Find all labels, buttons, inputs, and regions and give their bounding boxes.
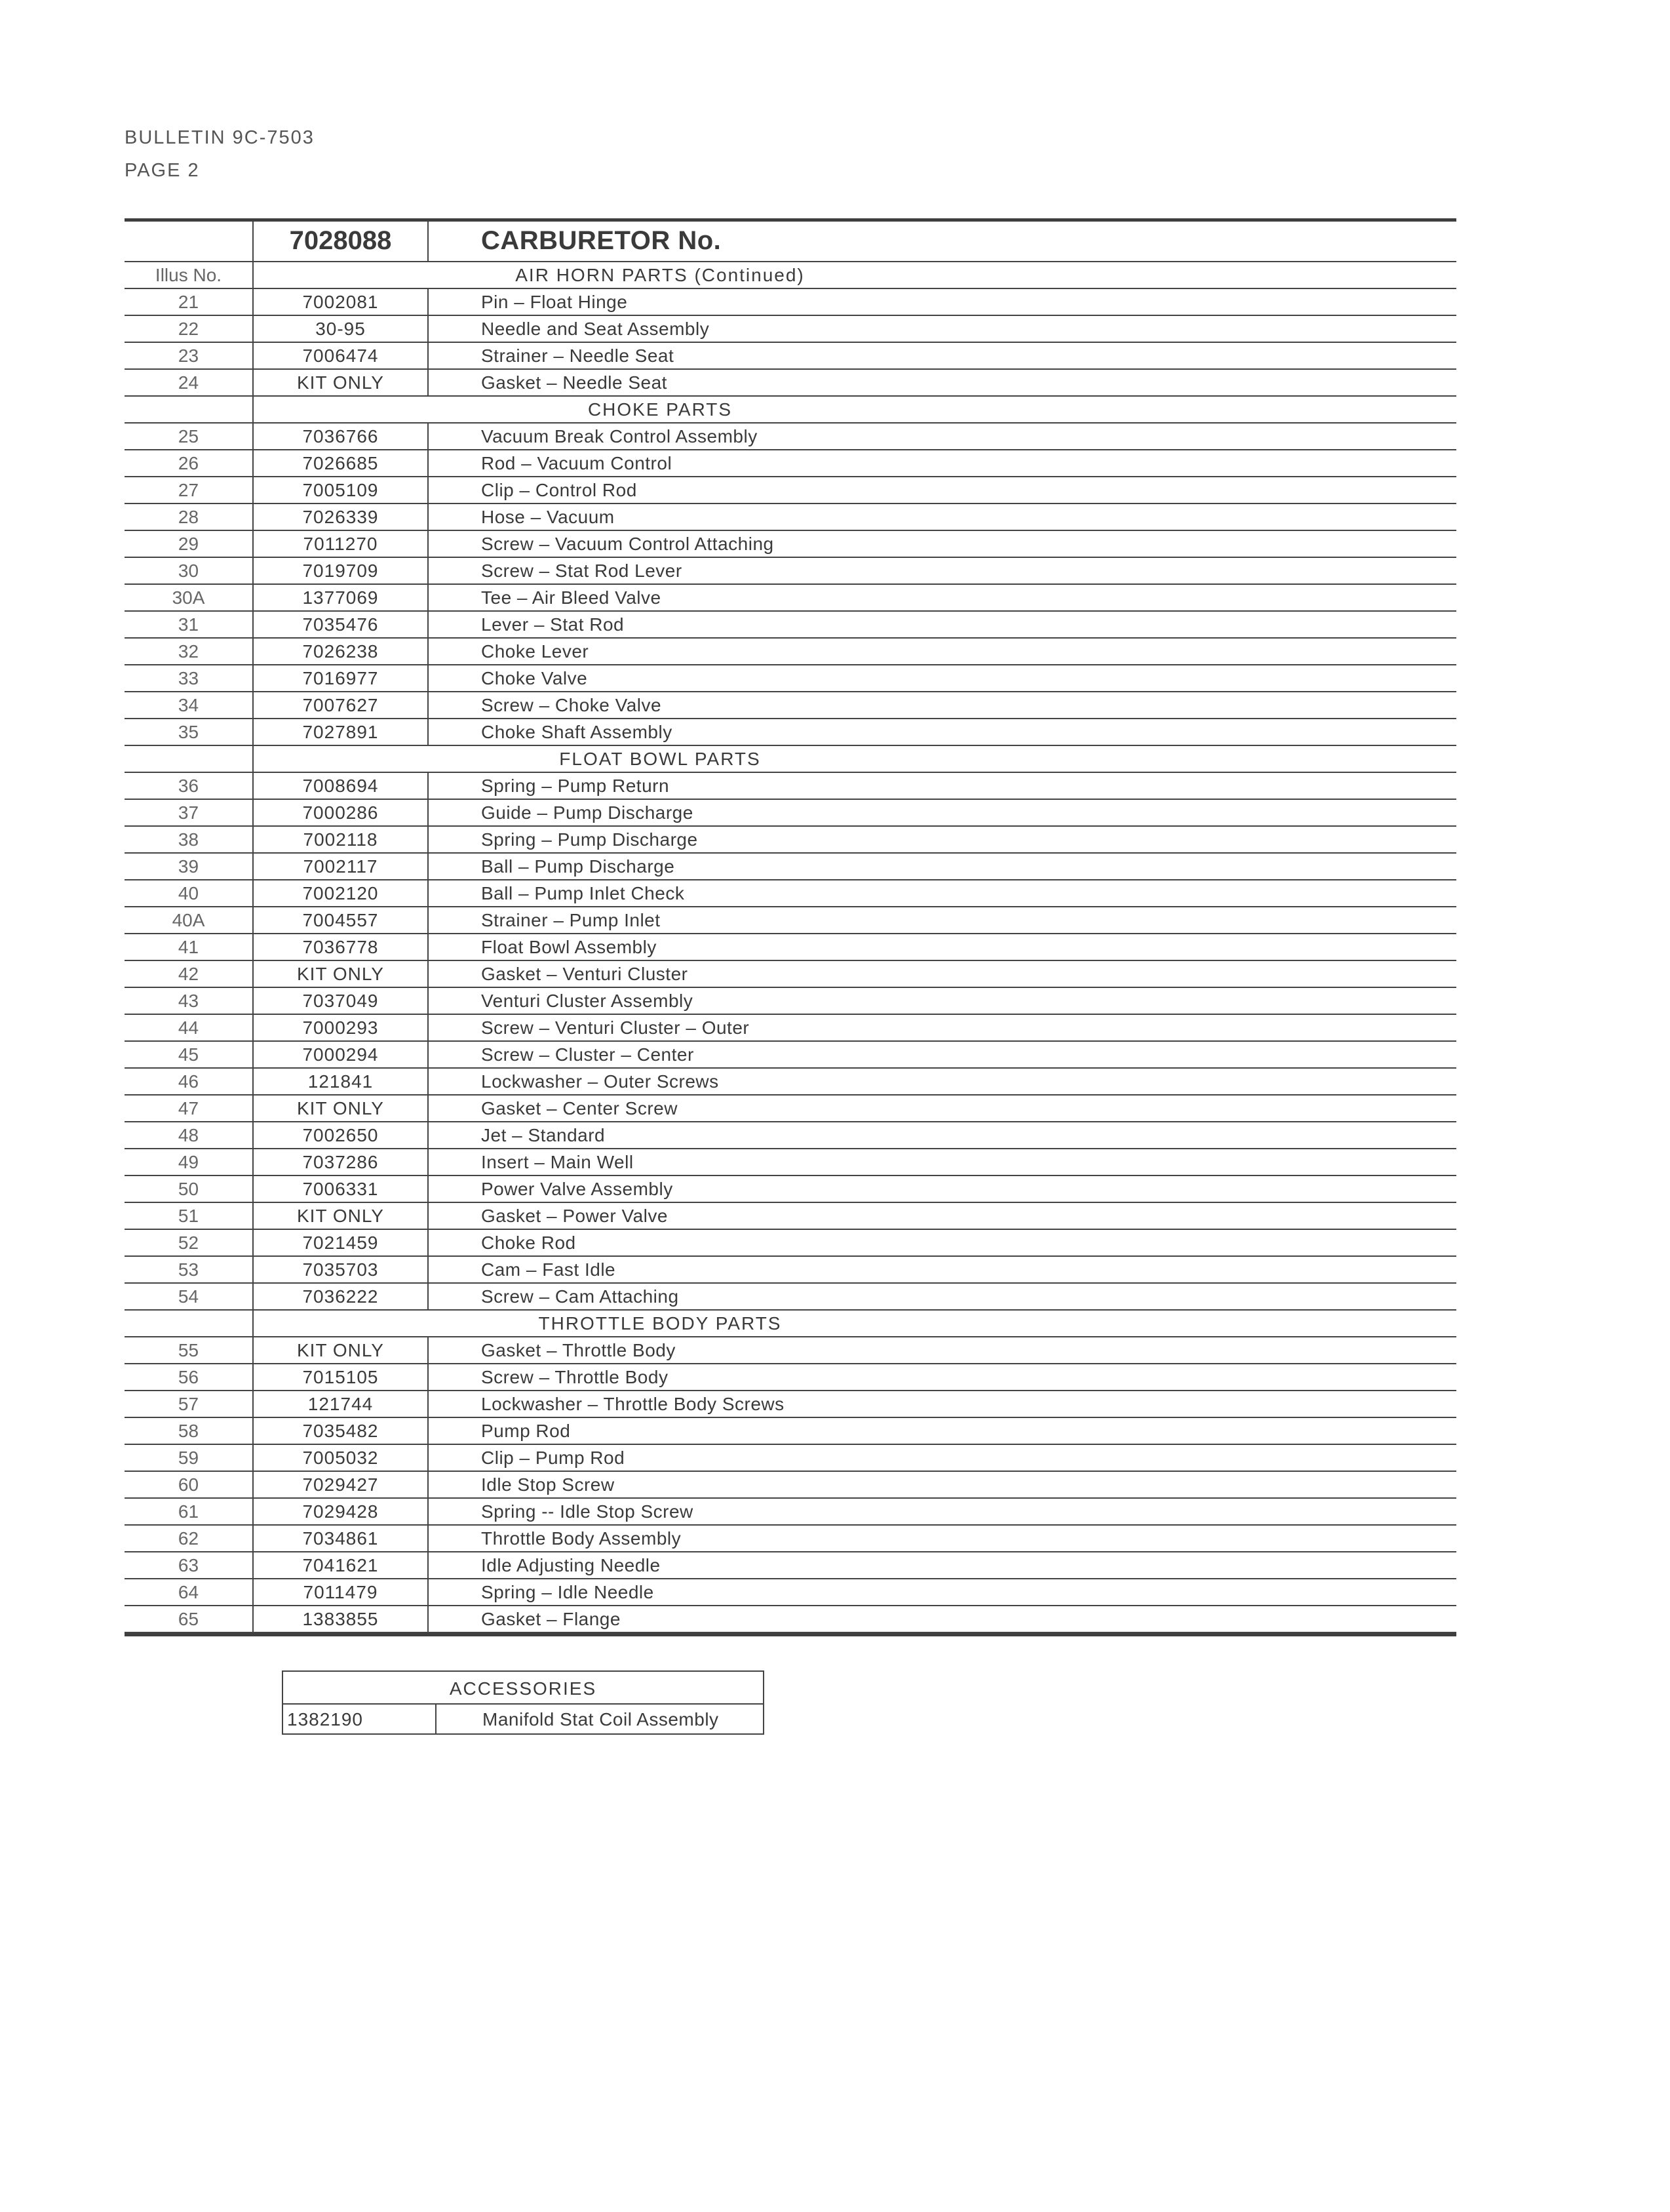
illus-number: 24 [178, 372, 199, 393]
table-row [125, 665, 1456, 692]
table-row [125, 827, 1456, 854]
table-row [125, 1122, 1456, 1149]
illus-number: 40 [178, 883, 199, 903]
table-row [125, 1364, 1456, 1391]
illus-number: 35 [178, 722, 199, 742]
illus-number: 30A [172, 587, 205, 608]
illus-number: 56 [178, 1367, 199, 1387]
part-number: 7007627 [302, 695, 379, 715]
accessory-part-number: 1382190 [287, 1709, 364, 1729]
illus-number: 61 [178, 1501, 199, 1522]
illus-number: 29 [178, 534, 199, 554]
part-number: 7029427 [302, 1474, 379, 1495]
table-row [125, 934, 1456, 961]
part-description: Tee – Air Bleed Valve [481, 587, 661, 608]
illus-number: 54 [178, 1286, 199, 1307]
part-number: KIT ONLY [296, 1340, 384, 1360]
part-description: Needle and Seat Assembly [481, 319, 710, 339]
table-row [125, 585, 1456, 612]
illus-number: 39 [178, 856, 199, 877]
part-number: 7019709 [302, 561, 379, 581]
part-description: Gasket – Flange [481, 1609, 621, 1629]
part-number: 7006474 [302, 346, 379, 366]
illus-number: 55 [178, 1340, 199, 1360]
table-row [125, 343, 1456, 370]
part-number: 7029428 [302, 1501, 379, 1522]
part-number: 7036222 [302, 1286, 379, 1307]
illus-number: 36 [178, 776, 199, 796]
table-row [125, 477, 1456, 504]
part-description: Choke Shaft Assembly [481, 722, 672, 742]
table-row [125, 800, 1456, 827]
illus-number: 38 [178, 829, 199, 850]
accessories-box [282, 1670, 764, 1735]
section-illus-cell [125, 397, 252, 422]
illus-number: 31 [178, 614, 199, 635]
carburetor-label: CARBURETOR No. [481, 226, 722, 255]
table-body [125, 262, 1456, 1633]
part-number: 7035482 [302, 1421, 379, 1441]
part-description: Power Valve Assembly [481, 1179, 673, 1199]
table-row [125, 370, 1456, 397]
table-row [125, 1042, 1456, 1069]
table-row [125, 719, 1456, 746]
part-number: 7011270 [303, 534, 378, 554]
part-description: Choke Rod [481, 1233, 576, 1253]
illus-number: 48 [178, 1125, 199, 1145]
bulletin-number: BULLETIN 9C-7503 [125, 127, 315, 148]
part-number: 7002117 [303, 856, 378, 877]
illus-number: 42 [178, 964, 199, 984]
part-description: Screw – Throttle Body [481, 1367, 669, 1387]
section-title: FLOAT BOWL PARTS [559, 749, 761, 769]
section-header-row [125, 397, 1456, 424]
part-number: 7008694 [302, 776, 379, 796]
part-description: Clip – Control Rod [481, 480, 637, 500]
section-header-row [125, 746, 1456, 773]
part-description: Venturi Cluster Assembly [481, 991, 693, 1011]
part-description: Gasket – Power Valve [481, 1206, 668, 1226]
part-number: 7037286 [302, 1152, 379, 1172]
part-description: Screw – Cluster – Center [481, 1044, 694, 1065]
part-description: Spring – Pump Discharge [481, 829, 698, 850]
section-title: THROTTLE BODY PARTS [538, 1313, 782, 1333]
illus-number: 50 [178, 1179, 199, 1199]
table-row [125, 1284, 1456, 1311]
illus-number: 40A [172, 910, 205, 930]
part-description: Gasket – Center Screw [481, 1098, 678, 1118]
table-row [125, 988, 1456, 1015]
illus-number: 64 [178, 1582, 199, 1602]
illus-number: 41 [178, 937, 199, 957]
part-number: KIT ONLY [296, 1206, 384, 1226]
part-number: 7002081 [302, 292, 379, 312]
part-number: KIT ONLY [296, 964, 384, 984]
part-number: KIT ONLY [296, 372, 384, 393]
part-number: 30-95 [315, 319, 366, 339]
part-number: 7026339 [302, 507, 379, 527]
illus-number: 57 [178, 1394, 199, 1414]
part-description: Jet – Standard [481, 1125, 606, 1145]
part-number: 121744 [307, 1394, 374, 1414]
illus-number: 46 [178, 1071, 199, 1092]
accessory-description: Manifold Stat Coil Assembly [435, 1705, 763, 1733]
table-row [125, 504, 1456, 531]
part-number: 1377069 [302, 587, 379, 608]
part-number: 7015105 [302, 1367, 379, 1387]
table-row [125, 1391, 1456, 1418]
illus-number: 49 [178, 1152, 199, 1172]
section-header-row [125, 1311, 1456, 1337]
illus-number: 43 [178, 991, 199, 1011]
table-row [125, 1579, 1456, 1606]
table-row [125, 1069, 1456, 1096]
illus-number: 51 [178, 1206, 199, 1226]
part-description: Gasket – Needle Seat [481, 372, 667, 393]
part-number: 7021459 [302, 1233, 379, 1253]
illus-number: 52 [178, 1233, 199, 1253]
table-row [125, 1606, 1456, 1633]
part-number: 7006331 [302, 1179, 379, 1199]
part-number: 7000286 [302, 802, 379, 823]
table-row [125, 854, 1456, 880]
page-number: PAGE 2 [125, 160, 200, 181]
table-row [125, 880, 1456, 907]
table-row [125, 1472, 1456, 1499]
table-row [125, 1096, 1456, 1122]
illus-number: 58 [178, 1421, 199, 1441]
part-number: 7000294 [302, 1044, 379, 1065]
illus-number: 33 [178, 668, 199, 688]
part-description: Rod – Vacuum Control [481, 453, 672, 473]
section-illus-cell [125, 746, 252, 772]
part-number: 7036778 [302, 937, 379, 957]
illus-number: 65 [178, 1609, 199, 1629]
part-description: Lever – Stat Rod [481, 614, 625, 635]
table-row [125, 289, 1456, 316]
illus-number: 53 [178, 1259, 199, 1280]
table-header-row [125, 222, 1456, 262]
illus-number: 25 [178, 426, 199, 446]
header-illus-blank [125, 222, 252, 261]
table-row [125, 1257, 1456, 1284]
part-number: 7034861 [302, 1528, 379, 1549]
table-row [125, 1418, 1456, 1445]
illus-number: 21 [178, 292, 199, 312]
part-number: 7026238 [302, 641, 379, 662]
table-row [125, 1526, 1456, 1552]
section-illus-cell [125, 1311, 252, 1336]
part-number: 7041621 [302, 1555, 379, 1575]
table-row [125, 639, 1456, 665]
part-description: Screw – Stat Rod Lever [481, 561, 682, 581]
part-number: 7036766 [302, 426, 379, 446]
illus-number: 26 [178, 453, 199, 473]
part-description: Spring – Idle Needle [481, 1582, 654, 1602]
part-number: 7027891 [302, 722, 379, 742]
part-description: Ball – Pump Discharge [481, 856, 675, 877]
illus-number: 62 [178, 1528, 199, 1549]
accessories-row [283, 1703, 763, 1733]
section-header-row [125, 262, 1456, 289]
table-row [125, 424, 1456, 450]
part-number: 7000293 [302, 1017, 379, 1038]
illus-number: 59 [178, 1448, 199, 1468]
part-number: 7016977 [302, 668, 379, 688]
part-number: 121841 [307, 1071, 374, 1092]
part-description: Spring – Pump Return [481, 776, 670, 796]
part-description: Hose – Vacuum [481, 507, 615, 527]
part-description: Clip – Pump Rod [481, 1448, 625, 1468]
illus-number: 37 [178, 802, 199, 823]
part-description: Screw – Venturi Cluster – Outer [481, 1017, 750, 1038]
part-number: 7037049 [302, 991, 379, 1011]
table-row [125, 558, 1456, 585]
section-title: CHOKE PARTS [587, 399, 733, 420]
section-title: AIR HORN PARTS (Continued) [515, 265, 805, 285]
illus-number: 30 [178, 561, 199, 581]
part-description: Vacuum Break Control Assembly [481, 426, 758, 446]
part-description: Strainer – Pump Inlet [481, 910, 661, 930]
part-number: 7005109 [302, 480, 379, 500]
part-description: Pump Rod [481, 1421, 571, 1441]
part-number: 7002120 [302, 883, 379, 903]
part-description: Ball – Pump Inlet Check [481, 883, 685, 903]
parts-table [125, 218, 1456, 1636]
part-description: Choke Valve [481, 668, 588, 688]
table-row [125, 1015, 1456, 1042]
illus-number: 32 [178, 641, 199, 662]
illus-number: 47 [178, 1098, 199, 1118]
accessories-title: ACCESSORIES [449, 1678, 597, 1699]
part-description: Screw – Choke Valve [481, 695, 662, 715]
part-description: Throttle Body Assembly [481, 1528, 682, 1549]
part-number: KIT ONLY [296, 1098, 384, 1118]
table-row [125, 961, 1456, 988]
illus-number: 27 [178, 480, 199, 500]
table-row [125, 531, 1456, 558]
part-description: Strainer – Needle Seat [481, 346, 674, 366]
illus-number: 22 [178, 319, 199, 339]
table-row [125, 1176, 1456, 1203]
part-description: Gasket – Venturi Cluster [481, 964, 688, 984]
part-description: Insert – Main Well [481, 1152, 634, 1172]
illus-number: 44 [178, 1017, 199, 1038]
part-description: Screw – Cam Attaching [481, 1286, 679, 1307]
illus-number: 45 [178, 1044, 199, 1065]
part-description: Choke Lever [481, 641, 589, 662]
part-number: 7005032 [302, 1448, 379, 1468]
table-row [125, 450, 1456, 477]
illus-number: 28 [178, 507, 199, 527]
part-description: Lockwasher – Outer Screws [481, 1071, 719, 1092]
part-description: Float Bowl Assembly [481, 937, 657, 957]
part-number: 7004557 [302, 910, 379, 930]
table-bottom-rule [125, 1633, 1456, 1636]
part-number: 7002650 [302, 1125, 379, 1145]
part-number: 7035476 [302, 614, 379, 635]
table-row [125, 1203, 1456, 1230]
illus-number: 23 [178, 346, 199, 366]
part-description: Guide – Pump Discharge [481, 802, 693, 823]
part-description: Pin – Float Hinge [481, 292, 628, 312]
table-row [125, 1149, 1456, 1176]
table-row [125, 612, 1456, 639]
table-row [125, 692, 1456, 719]
illus-number: 60 [178, 1474, 199, 1495]
table-row [125, 1552, 1456, 1579]
table-row [125, 1499, 1456, 1526]
part-number: 7002118 [303, 829, 378, 850]
table-row [125, 316, 1456, 343]
part-number: 7011479 [303, 1582, 378, 1602]
part-description: Gasket – Throttle Body [481, 1340, 676, 1360]
illus-number: 63 [178, 1555, 199, 1575]
table-row [125, 1230, 1456, 1257]
table-row [125, 773, 1456, 800]
part-description: Lockwasher – Throttle Body Screws [481, 1394, 785, 1414]
section-illus-cell: Illus No. [155, 265, 222, 285]
table-row [125, 1445, 1456, 1472]
illus-number: 34 [178, 695, 199, 715]
part-description: Spring -- Idle Stop Screw [481, 1501, 693, 1522]
part-number: 1383855 [302, 1609, 379, 1629]
part-description: Idle Adjusting Needle [481, 1555, 661, 1575]
part-number: 7026685 [302, 453, 379, 473]
part-description: Screw – Vacuum Control Attaching [481, 534, 774, 554]
part-description: Idle Stop Screw [481, 1474, 615, 1495]
table-row [125, 1337, 1456, 1364]
carburetor-number: 7028088 [289, 226, 392, 255]
part-number: 7035703 [302, 1259, 379, 1280]
table-row [125, 907, 1456, 934]
part-description: Cam – Fast Idle [481, 1259, 616, 1280]
